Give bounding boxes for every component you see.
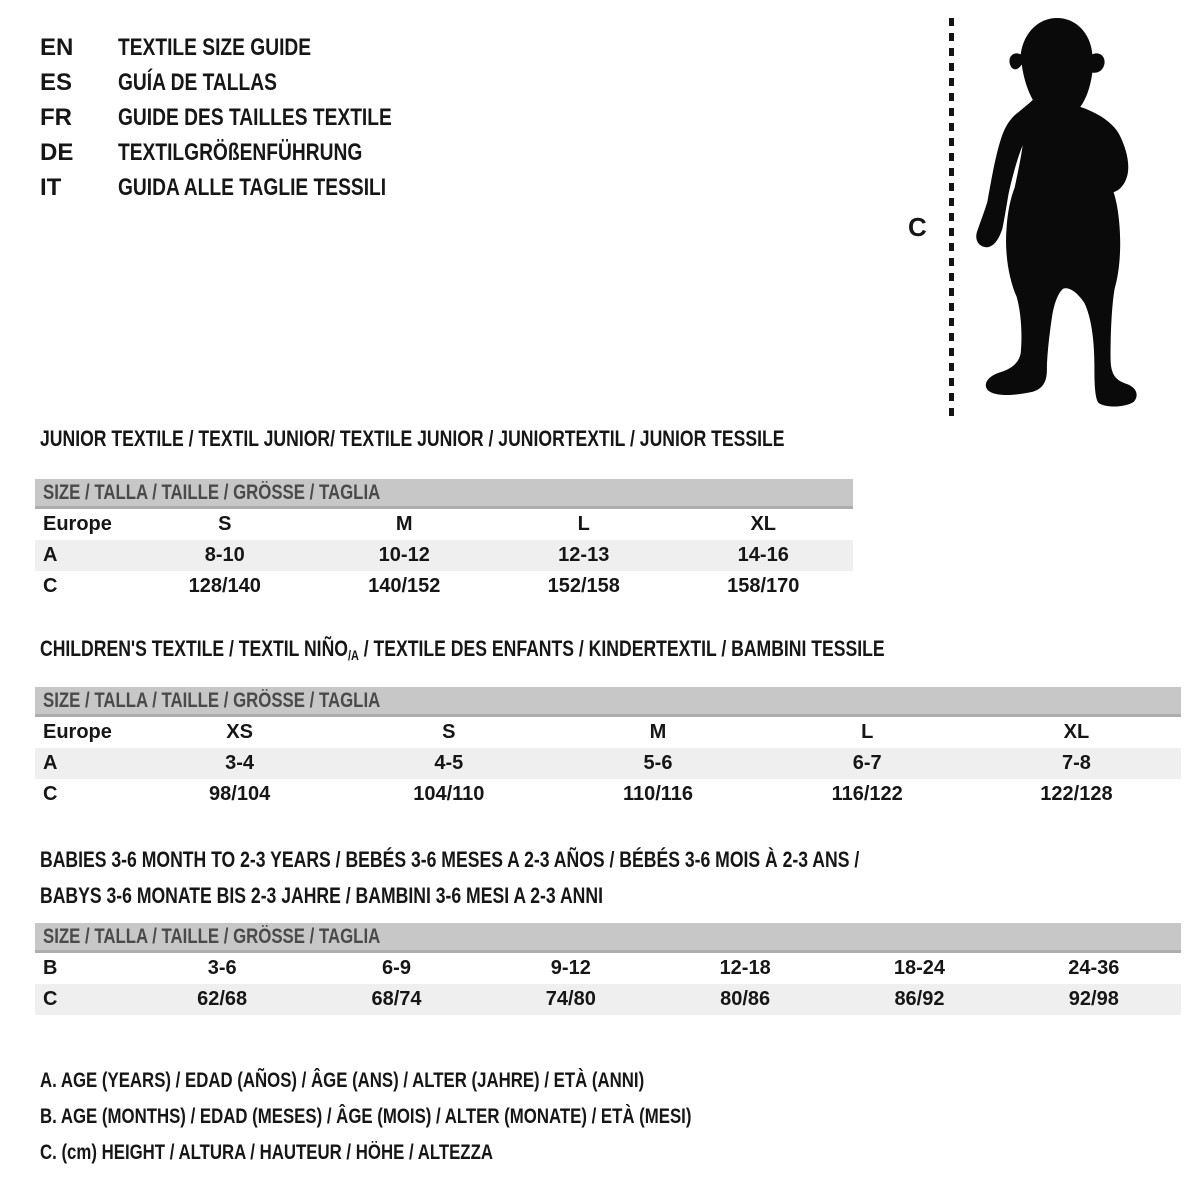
language-code: DE <box>40 138 74 166</box>
children-table-header-bar <box>35 687 1181 717</box>
babies-title-line2: BABYS 3-6 MONATE BIS 2-3 JAHRE / BAMBINI 3-6 MESI A 2-3 ANNI <box>40 883 603 908</box>
age-cell: 3-6 <box>207 957 237 979</box>
height-cell: 152/158 <box>547 575 620 597</box>
age-cell: 12-18 <box>719 957 771 979</box>
height-cell: 140/152 <box>368 575 441 597</box>
age-cell: 4-5 <box>434 752 464 774</box>
age-cell: 5-6 <box>643 752 673 774</box>
legend-line-a <box>40 1063 854 1099</box>
language-row-de <box>40 135 460 170</box>
babies-title-line1: BABIES 3-6 MONTH TO 2-3 YEARS / BEBÉS 3-6 MESES A 2-3 AÑOS / BÉBÉS 3-6 MOIS À 2-3 ANS / <box>40 847 860 872</box>
language-title-list <box>40 30 460 205</box>
size-cell: XS <box>226 721 253 743</box>
height-figure <box>900 14 1160 424</box>
children-title-suffix: / TEXTILE DES ENFANTS / KINDERTEXTIL / BAMBINI TESSILE <box>358 636 885 661</box>
junior-row-age <box>35 540 853 571</box>
age-cell: 18-24 <box>893 957 946 979</box>
junior-row-europe <box>35 509 853 540</box>
height-cell: 128/140 <box>188 575 261 597</box>
size-header-label: SIZE / TALLA / TAILLE / GRÖSSE / TAGLIA <box>43 480 381 504</box>
children-title-prefix: CHILDREN'S TEXTILE / TEXTIL NIÑO <box>40 636 348 661</box>
babies-row-age-months <box>35 953 1181 984</box>
row-label: C <box>43 988 58 1010</box>
legend-line-b <box>40 1099 854 1135</box>
age-cell: 3-4 <box>225 752 255 774</box>
size-header-label: SIZE / TALLA / TAILLE / GRÖSSE / TAGLIA <box>43 924 381 948</box>
children-size-table <box>35 687 1181 810</box>
junior-table-header-bar <box>35 479 853 509</box>
children-row-height <box>35 779 1181 810</box>
legend <box>40 1063 854 1171</box>
row-label: C <box>43 575 58 597</box>
toddler-silhouette-icon <box>965 14 1141 420</box>
size-cell: S <box>442 721 456 743</box>
row-label: A <box>43 544 58 566</box>
language-row-it <box>40 170 460 205</box>
row-label: B <box>43 957 58 979</box>
language-title: GUIDA ALLE TAGLIE TESSILI <box>118 173 387 201</box>
row-label: Europe <box>43 513 112 535</box>
row-label: A <box>43 752 58 774</box>
age-cell: 10-12 <box>378 544 430 566</box>
height-cell: 68/74 <box>371 988 422 1010</box>
size-cell: XL <box>750 513 777 535</box>
junior-size-table <box>35 479 853 602</box>
language-code: EN <box>40 33 74 61</box>
height-cell: 98/104 <box>209 783 271 805</box>
children-section-title <box>40 636 1096 663</box>
language-row-en <box>40 30 460 65</box>
age-cell: 12-13 <box>558 544 610 566</box>
size-cell: L <box>577 513 590 535</box>
age-cell: 24-36 <box>1068 957 1120 979</box>
height-cell: 92/98 <box>1068 988 1119 1010</box>
age-cell: 6-7 <box>852 752 882 774</box>
height-marker-label: C <box>908 212 927 242</box>
height-cell: 74/80 <box>545 988 596 1010</box>
babies-section-title <box>40 842 1064 914</box>
size-cell: L <box>861 721 874 743</box>
babies-size-table <box>35 923 1181 1015</box>
babies-row-height <box>35 984 1181 1015</box>
language-title: TEXTILE SIZE GUIDE <box>118 33 312 61</box>
height-cell: 158/170 <box>727 575 800 597</box>
age-cell: 8-10 <box>204 544 245 566</box>
legend-text: C. (cm) HEIGHT / ALTURA / HAUTEUR / HÖHE / ALTEZZA <box>40 1141 493 1164</box>
legend-text: A. AGE (YEARS) / EDAD (AÑOS) / ÂGE (ANS) / ALTER (JAHRE) / ETÀ (ANNI) <box>40 1069 645 1092</box>
height-cell: 110/116 <box>622 783 694 805</box>
age-cell: 7-8 <box>1061 752 1091 774</box>
children-row-europe <box>35 717 1181 748</box>
size-cell: M <box>649 721 667 743</box>
size-cell: XL <box>1063 721 1090 743</box>
children-row-age <box>35 748 1181 779</box>
height-cell: 104/110 <box>413 783 485 805</box>
language-code: IT <box>40 173 62 201</box>
children-title-subscript: /A <box>347 647 359 663</box>
height-dashed-line <box>949 18 954 418</box>
size-header-label: SIZE / TALLA / TAILLE / GRÖSSE / TAGLIA <box>43 688 381 712</box>
legend-line-c <box>40 1135 854 1171</box>
language-code: FR <box>40 103 72 131</box>
size-cell: S <box>218 513 232 535</box>
size-cell: M <box>395 513 413 535</box>
junior-section-title-text: JUNIOR TEXTILE / TEXTIL JUNIOR/ TEXTILE JUNIOR / JUNIORTEXTIL / JUNIOR TESSILE <box>40 426 785 451</box>
height-cell: 80/86 <box>720 988 771 1010</box>
age-cell: 6-9 <box>382 957 411 979</box>
row-label: C <box>43 783 58 805</box>
height-cell: 62/68 <box>197 988 248 1010</box>
junior-section-title <box>40 426 971 452</box>
legend-text: B. AGE (MONTHS) / EDAD (MESES) / ÂGE (MOIS) / ALTER (MONATE) / ETÀ (MESI) <box>40 1105 692 1128</box>
language-row-fr <box>40 100 460 135</box>
children-section-title-text <box>40 636 885 663</box>
language-title: TEXTILGRÖßENFÜHRUNG <box>118 138 363 166</box>
babies-table-header-bar <box>35 923 1181 953</box>
language-row-es <box>40 65 460 100</box>
language-title: GUIDE DES TAILLES TEXTILE <box>118 103 392 131</box>
age-cell: 14-16 <box>737 544 789 566</box>
language-title: GUÍA DE TALLAS <box>118 68 277 96</box>
height-cell: 122/128 <box>1040 783 1113 805</box>
row-label: Europe <box>43 721 112 743</box>
language-code: ES <box>40 68 73 96</box>
height-cell: 116/122 <box>831 783 903 805</box>
height-cell: 86/92 <box>894 988 945 1010</box>
age-cell: 9-12 <box>550 957 591 979</box>
junior-row-height <box>35 571 853 602</box>
